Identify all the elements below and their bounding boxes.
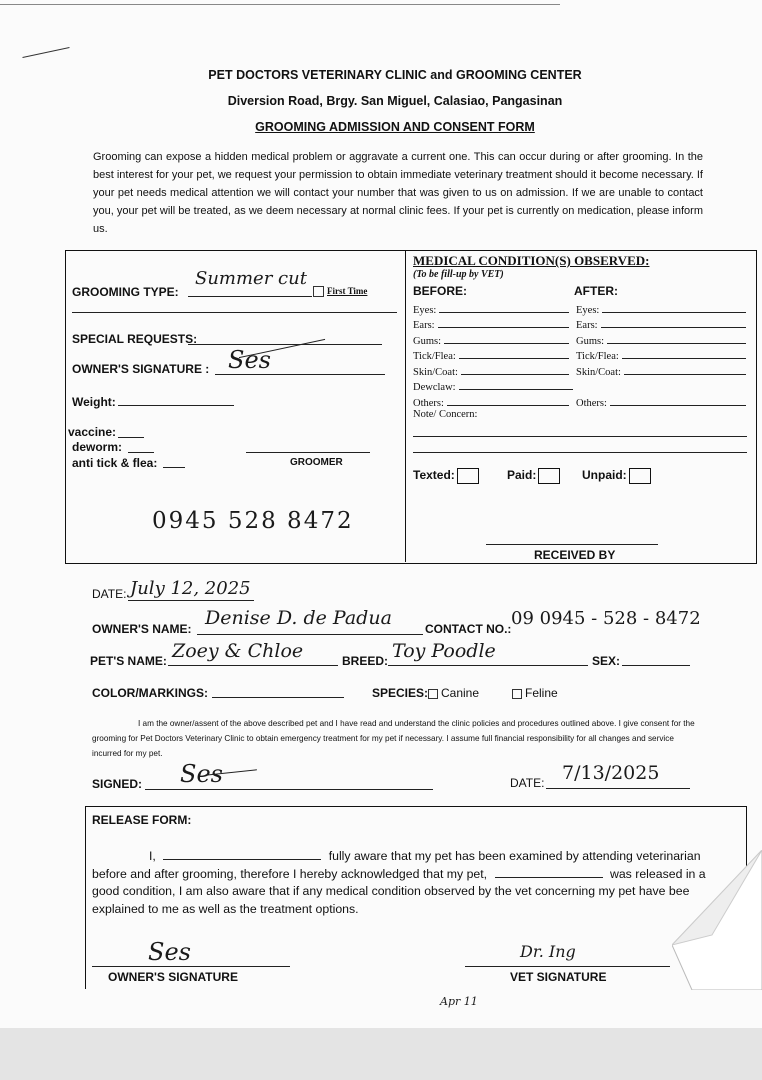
release-line-1-a: I, [149,849,156,863]
paid-field[interactable] [507,468,560,484]
release-line-2 [92,866,742,884]
anti-tick-label: anti tick & flea: [72,456,158,470]
before-item-label: Ears: [413,320,435,331]
owner-signature-label: OWNER'S SIGNATURE : [72,362,210,376]
canine-checkbox[interactable] [428,689,438,699]
clinic-name: PET DOCTORS VETERINARY CLINIC and GROOMING CENTER [208,68,582,82]
before-item-line[interactable] [461,374,569,375]
contact-value[interactable]: 09 0945 - 528 - 8472 [511,608,701,629]
before-item-label: Dewclaw: [413,382,456,393]
footer-scribble: Apr 11 [440,995,478,1008]
date2-label: DATE: [510,776,545,790]
before-item [413,393,573,409]
before-item-label: Tick/Flea: [413,351,456,362]
date-line [128,600,254,601]
vaccine-label: vaccine: [68,425,117,439]
before-item [413,331,573,347]
after-item [576,347,746,363]
after-item-label: Ears: [576,320,598,331]
before-list [413,300,573,409]
scan-edge-line [0,4,560,5]
paid-checkbox[interactable] [538,468,560,484]
release-name-blank[interactable] [163,859,321,860]
note-line-1[interactable] [413,436,747,437]
before-item-label: Skin/Coat: [413,366,458,378]
owner-name-label: OWNER'S NAME: [92,622,192,636]
after-item-label: Others: [576,397,607,409]
owner-signature-line [215,374,385,375]
before-item-line[interactable] [438,327,569,328]
after-item-spacer [576,378,746,394]
feline-label: Feline [525,686,558,700]
medical-subtitle: (To be fill-up by VET) [413,269,504,280]
grooming-type-value[interactable]: Summer cut [195,268,307,289]
release-vet-signature-value[interactable]: Dr. Ing [520,942,576,961]
after-label: AFTER: [574,284,618,298]
vaccine-line [118,437,144,438]
scan-bottom-margin [0,1028,762,1080]
after-item [576,316,746,332]
species-label: SPECIES: [372,686,429,700]
after-item [576,362,746,378]
after-item [576,393,746,409]
grooming-type-line-2 [72,312,397,313]
release-vet-signature-label: VET SIGNATURE [510,970,607,984]
release-line-3: good condition, I am also aware that if any medical condition observed by the vet concerning my pet have bee [92,884,690,898]
grooming-type-line [188,296,312,297]
owner-signature-value[interactable]: Ses [228,346,271,374]
weight-line [118,405,234,406]
release-line-2-a: before and after grooming, therefore I hereby acknowledged that my pet, [92,866,488,881]
after-item-label: Eyes: [576,304,600,316]
color-markings-line[interactable] [212,697,344,698]
pet-name-value[interactable]: Zoey & Chloe [172,640,304,662]
owner-name-value[interactable]: Denise D. de Padua [205,607,392,629]
after-item-line[interactable] [602,312,746,313]
before-item-label: Gums: [413,335,442,347]
note-line-2[interactable] [413,452,747,453]
breed-label: BREED: [342,654,389,668]
release-paragraph [92,848,742,918]
folded-corner [672,850,762,990]
release-owner-signature-value[interactable]: Ses [148,938,191,966]
date2-value[interactable]: 7/13/2025 [562,762,660,784]
before-item-line[interactable] [447,405,569,406]
date2-line [546,788,690,789]
release-owner-signature-label: OWNER'S SIGNATURE [108,970,238,984]
release-title: RELEASE FORM: [92,813,192,827]
date-value[interactable]: July 12, 2025 [130,578,251,599]
before-label: BEFORE: [413,284,467,298]
note-concern-label: Note/ Concern: [413,409,478,420]
after-item-line[interactable] [624,374,746,375]
special-requests-line [188,344,382,345]
texted-label: Texted: [413,468,455,483]
release-vet-signature-line [465,966,670,967]
feline-checkbox[interactable] [512,689,522,699]
species-canine-option[interactable] [428,686,479,700]
color-markings-label: COLOR/MARKINGS: [92,686,208,700]
texted-checkbox[interactable] [457,468,479,484]
signed-line [145,789,433,790]
before-item-line[interactable] [444,343,569,344]
after-item-line[interactable] [622,358,746,359]
deworm-label: deworm: [72,440,123,454]
canine-label: Canine [441,686,480,700]
anti-tick-line [163,467,185,468]
after-item-line[interactable] [610,405,746,406]
groomer-line [246,452,370,453]
unpaid-label: Unpaid: [582,468,627,483]
consent-statement: I am the owner/assent of the above described pet and I have read and understand the clinic policies and procedures outlined above. I give consent for the grooming for Pet Doctors Veterinary Clinic to obtain emergency treatment for my pet if necessary. I assume full financial responsibility for all changes and service incurred for my pet. [92,719,695,758]
form-title: GROOMING ADMISSION AND CONSENT FORM [255,120,535,134]
unpaid-checkbox[interactable] [629,468,651,484]
unpaid-field[interactable] [582,468,651,484]
after-list [576,300,746,409]
after-item-label: Tick/Flea: [576,351,619,362]
release-line-1-b: fully aware that my pet has been examined by attending veterinarian [328,849,701,863]
sex-line[interactable] [622,665,690,666]
release-pet-blank[interactable] [495,877,603,878]
before-item [413,300,573,316]
groomer-label: GROOMER [290,457,343,468]
after-item-label: Skin/Coat: [576,366,621,378]
before-item-line[interactable] [439,312,569,313]
contact-label: CONTACT NO.: [425,622,512,636]
handwritten-phone: 0945 528 8472 [152,508,354,534]
before-item [413,362,573,378]
intro-paragraph: Grooming can expose a hidden medical problem or aggravate a current one. This can occur during or after grooming. In the best interest for your pet, we request your permission to obtain immediate veterinary treatment should it become necessary. If your pet needs medical attention we will contact your number that was given to us on admission. If we are unable to contact you, your pet will be treated, as we deem necessary at normal clinic fees. If your pet is currently on medication, please inform us. [93,151,703,235]
owner-name-line [197,634,423,635]
received-by-line[interactable] [486,544,658,545]
medical-title: MEDICAL CONDITION(S) OBSERVED: [413,253,650,268]
date-label: DATE: [92,587,127,601]
special-requests-label: SPECIAL REQUESTS: [72,332,198,346]
pet-name-label: PET'S NAME: [90,654,167,668]
signed-value[interactable]: Ses [180,760,223,788]
after-item-label: Gums: [576,335,605,347]
signed-label: SIGNED: [92,777,143,791]
first-time-option[interactable] [313,286,367,297]
species-feline-option[interactable] [512,686,558,700]
release-line-2-b: was released in a [609,866,706,881]
before-item-label: Others: [413,397,444,409]
before-item-line[interactable] [459,358,569,359]
release-owner-signature-line [92,966,290,967]
grooming-type-label: GROOMING TYPE: [72,285,179,299]
sex-label: SEX: [592,654,621,668]
clinic-address: Diversion Road, Brgy. San Miguel, Calasiao, Pangasinan [227,94,563,108]
after-item-line[interactable] [601,327,746,328]
before-item [413,316,573,332]
box-divider [405,250,406,562]
weight-label: Weight: [72,395,116,409]
release-line-4: explained to me as well as the treatment options. [92,901,359,916]
paid-label: Paid: [507,468,537,483]
breed-value[interactable]: Toy Poodle [392,640,496,662]
after-item [576,331,746,347]
received-by-label: RECEIVED BY [534,548,616,562]
deworm-line [128,452,154,453]
pen-mark [22,47,69,58]
release-line-1 [92,848,742,866]
before-item [413,378,573,394]
after-item-line[interactable] [607,343,746,344]
before-item-line[interactable] [459,389,573,390]
pet-name-line [168,665,338,666]
breed-line [388,665,588,666]
texted-field[interactable] [413,468,479,484]
before-item [413,347,573,363]
before-item-label: Eyes: [413,304,437,316]
after-item [576,300,746,316]
first-time-checkbox[interactable] [313,286,324,297]
first-time-label: First Time [327,286,368,296]
